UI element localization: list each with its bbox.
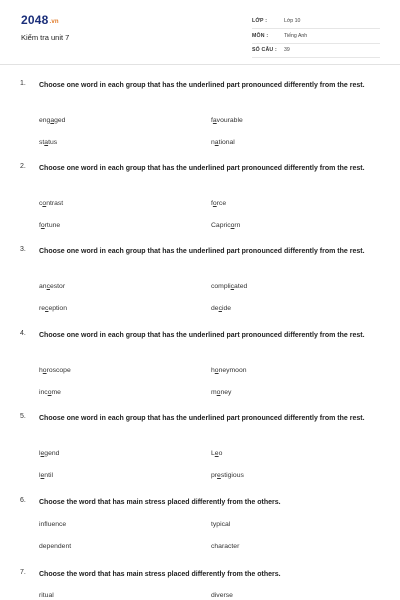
underlined-letter: e	[40, 472, 45, 479]
option-a[interactable]: influence	[39, 521, 67, 528]
question-number: 6.	[20, 497, 26, 504]
question-text: Choose the word that has main stress placed differently from the others.	[39, 571, 281, 578]
option-d[interactable]: national	[211, 139, 235, 146]
question-text: Choose one word in each group that has the underlined part pronounced differently from the rest.	[39, 332, 365, 339]
option-a[interactable]: horoscope	[39, 367, 71, 374]
question-text: Choose one word in each group that has the underlined part pronounced differently from the rest.	[39, 248, 365, 255]
option-a[interactable]: contrast	[39, 200, 64, 207]
question-text: Choose one word in each group that has the underlined part pronounced differently from the rest.	[39, 415, 365, 422]
logo-domain: .vn	[49, 19, 59, 25]
option-c[interactable]: fortune	[39, 222, 61, 229]
underlined-letter: c	[230, 283, 235, 290]
option-a[interactable]: ancestor	[39, 283, 66, 290]
question-text: Choose the word that has main stress placed differently from the others.	[39, 499, 281, 506]
option-d[interactable]: money	[211, 389, 232, 396]
question-number: 3.	[20, 246, 26, 253]
underlined-letter: a	[212, 117, 217, 124]
option-c[interactable]: lentil	[39, 472, 53, 479]
option-c[interactable]: reception	[39, 305, 67, 312]
meta-value: 39	[284, 47, 290, 53]
underlined-letter: o	[214, 367, 219, 374]
question-number: 7.	[20, 569, 26, 576]
option-b[interactable]: typical	[211, 521, 231, 528]
question-number: 4.	[20, 330, 26, 337]
option-a[interactable]: ritual	[39, 592, 54, 599]
underlined-letter: o	[230, 222, 235, 229]
option-d[interactable]: character	[211, 543, 240, 550]
option-a[interactable]: legend	[39, 450, 60, 457]
underlined-letter: c	[45, 305, 49, 312]
option-d[interactable]: prestigious	[211, 472, 244, 479]
option-b[interactable]: complicated	[211, 283, 248, 290]
site-logo[interactable]	[21, 13, 59, 27]
option-b[interactable]: Leo	[211, 450, 223, 457]
question-text: Choose one word in each group that has the underlined part pronounced differently from the rest.	[39, 165, 365, 172]
logo-text: 2048	[21, 13, 49, 27]
meta-value: Lớp 10	[284, 18, 301, 24]
underlined-letter: c	[218, 305, 222, 312]
worksheet-header	[0, 0, 400, 65]
meta-row-subject	[252, 29, 380, 44]
option-c[interactable]: dependent	[39, 543, 72, 550]
option-c[interactable]: income	[39, 389, 61, 396]
underlined-letter: a	[50, 117, 55, 124]
underlined-letter: o	[212, 200, 217, 207]
question-number: 5.	[20, 413, 26, 420]
option-d[interactable]: Capricorn	[211, 222, 241, 229]
underlined-letter: o	[47, 389, 52, 396]
underlined-letter: e	[217, 472, 221, 479]
option-a[interactable]: engaged	[39, 117, 66, 124]
meta-label: MÔN :	[252, 33, 269, 39]
meta-row-class	[252, 14, 380, 29]
question-number: 2.	[20, 163, 26, 170]
underlined-letter: a	[214, 139, 219, 146]
underlined-letter: c	[46, 283, 50, 290]
meta-label: SỐ CÂU :	[252, 47, 277, 53]
option-d[interactable]: decide	[211, 305, 232, 312]
question-text: Choose one word in each group that has the underlined part pronounced differently from the rest.	[39, 82, 365, 89]
underlined-letter: o	[216, 389, 221, 396]
option-b[interactable]: diverse	[211, 592, 233, 599]
underlined-letter: o	[42, 367, 47, 374]
underlined-letter: a	[44, 139, 49, 146]
underlined-letter: e	[40, 450, 45, 457]
meta-label: LỚP :	[252, 18, 268, 24]
option-b[interactable]: favourable	[211, 117, 243, 124]
option-c[interactable]: status	[39, 139, 58, 146]
meta-value: Tiếng Anh	[284, 33, 308, 39]
document-title: Kiểm tra unit 7	[21, 33, 70, 42]
question-number: 1.	[20, 80, 26, 87]
meta-row-question-count	[252, 43, 380, 58]
option-b[interactable]: force	[211, 200, 227, 207]
underlined-letter: o	[40, 222, 45, 229]
underlined-letter: e	[214, 450, 219, 457]
option-b[interactable]: honeymoon	[211, 367, 247, 374]
underlined-letter: o	[42, 200, 47, 207]
